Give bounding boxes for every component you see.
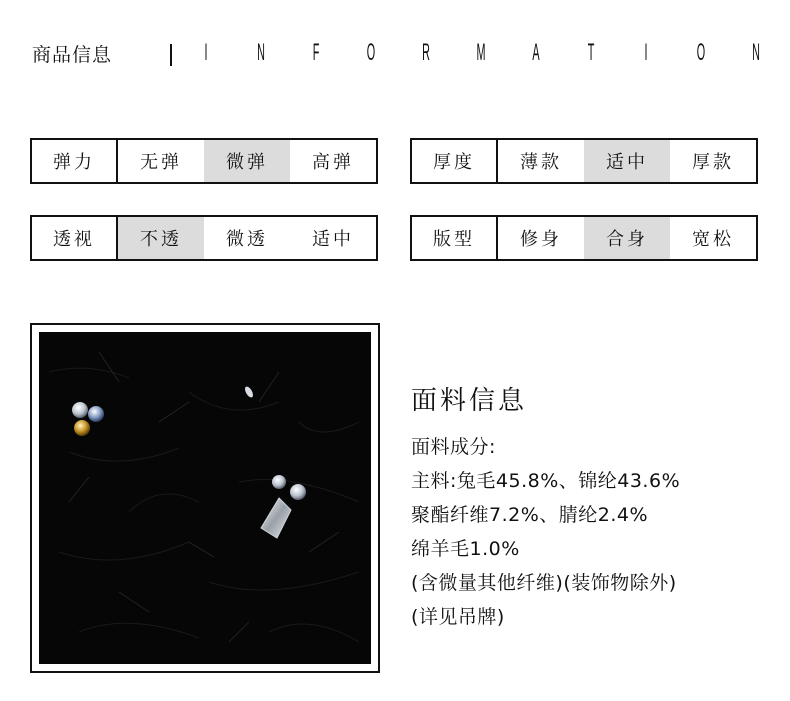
attr-option: 合身 [584, 217, 670, 259]
fabric-info-line: 主料:兔毛45.8%、锦纶43.6% [411, 470, 681, 492]
fabric-info-line: 绵羊毛1.0% [411, 538, 520, 560]
fabric-texture [39, 332, 371, 664]
attr-thickness [410, 138, 758, 184]
title-letter: T [587, 39, 595, 66]
attr-transparency [30, 215, 378, 261]
attr-option: 宽松 [691, 229, 734, 250]
title-letter: O [366, 39, 376, 66]
attr-option: 适中 [584, 140, 670, 182]
attr-option: 微透 [226, 229, 268, 250]
fabric-info-lines [411, 430, 680, 634]
attr-option: 修身 [520, 229, 563, 250]
title-letter: N [257, 39, 265, 66]
title-letter: I [644, 39, 648, 66]
fabric-photo-frame [30, 323, 380, 673]
title-letter: R [422, 39, 430, 66]
section-title-en [196, 38, 766, 68]
fabric-info-title: 面料信息 [411, 386, 528, 416]
title-letter: I [204, 39, 208, 66]
title-letter: A [532, 39, 540, 66]
title-letter: O [696, 39, 706, 66]
section-title-cn: 商品信息 [32, 44, 113, 66]
rhinestone [74, 420, 90, 436]
fabric-info-line: 面料成分: [411, 436, 496, 458]
attr-option: 无弹 [140, 152, 183, 173]
attr-fit [410, 215, 758, 261]
attr-label: 弹力 [32, 140, 118, 182]
attr-option: 高弹 [311, 152, 354, 173]
title-divider [170, 44, 172, 66]
attr-option: 微弹 [204, 140, 290, 182]
title-letter: F [312, 39, 320, 66]
bead [243, 385, 254, 398]
rhinestone [88, 406, 104, 422]
fabric-info-line: (详见吊牌) [411, 606, 505, 628]
attr-option: 适中 [311, 229, 354, 250]
rhinestone [72, 402, 88, 418]
title-letter: M [476, 39, 486, 66]
fabric-info-line: 聚酯纤维7.2%、腈纶2.4% [411, 504, 649, 526]
attr-elasticity [30, 138, 378, 184]
attr-option: 薄款 [520, 152, 563, 173]
attr-option: 厚款 [691, 152, 734, 173]
crystal-drop [261, 498, 291, 538]
fabric-info-line: (含微量其他纤维)(装饰物除外) [411, 572, 677, 594]
attr-label: 厚度 [412, 140, 498, 182]
fabric-photo [39, 332, 371, 664]
attr-label: 版型 [412, 217, 498, 259]
attr-option: 不透 [118, 217, 204, 259]
rhinestone [272, 475, 286, 489]
title-letter: N [752, 39, 760, 66]
rhinestone [290, 484, 306, 500]
attr-label: 透视 [32, 217, 118, 259]
